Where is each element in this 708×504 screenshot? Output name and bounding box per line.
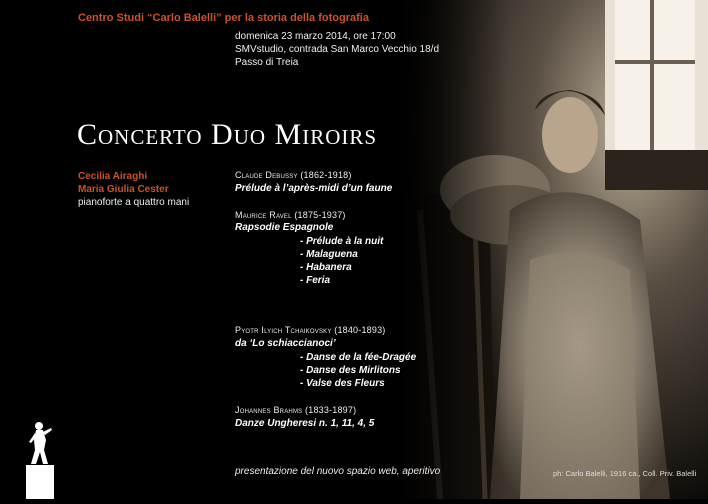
work-tchaikovsky: da ‘Lo schiaccianoci’ bbox=[235, 338, 336, 349]
performer-name-1: Cecilia Airaghi bbox=[78, 171, 148, 182]
organizer-name: Centro Studi “Carlo Balelli” per la storia della fotografia bbox=[78, 12, 369, 24]
movement: - Prélude à la nuit bbox=[300, 236, 384, 247]
composer-ravel: Maurice Ravel (1875-1937) bbox=[235, 210, 346, 220]
event-date: domenica 23 marzo 2014, ore 17:00 bbox=[235, 31, 396, 42]
composer-tchaikovsky: Pyotr Ilyich Tchaikovsky (1840-1893) bbox=[235, 325, 386, 335]
statue-silhouette-icon bbox=[22, 420, 58, 499]
composer-debussy: Claude Debussy (1862-1918) bbox=[235, 170, 352, 180]
vintage-photograph bbox=[400, 0, 708, 499]
movement: - Danse des Mirlitons bbox=[300, 365, 401, 376]
movement: - Habanera bbox=[300, 262, 352, 273]
movement: - Danse de la fée-Dragée bbox=[300, 352, 417, 363]
event-venue: SMVstudio, contrada San Marco Vecchio 18/d bbox=[235, 44, 440, 55]
movement: - Valse des Fleurs bbox=[300, 378, 385, 389]
movement: - Feria bbox=[300, 275, 331, 286]
footer-note: presentazione del nuovo spazio web, aperitivo bbox=[235, 466, 441, 477]
photo-credit: ph: Carlo Balelli, 1916 ca., Coll. Priv. Balelli bbox=[553, 469, 697, 478]
performer-role: pianoforte a quattro mani bbox=[78, 197, 190, 208]
work-debussy: Prélude à l’après-midi d’un faune bbox=[235, 183, 393, 194]
composer-brahms: Johannes Brahms (1833-1897) bbox=[235, 405, 357, 415]
event-place: Passo di Treia bbox=[235, 57, 299, 68]
performer-name-2: Maria Giulia Cester bbox=[78, 184, 169, 195]
concert-title: Concerto Duo Miroirs bbox=[77, 118, 378, 151]
work-brahms: Danze Ungheresi n. 1, 11, 4, 5 bbox=[235, 418, 375, 429]
work-ravel: Rapsodie Espagnole bbox=[235, 222, 334, 233]
movement: - Malaguena bbox=[300, 249, 358, 260]
